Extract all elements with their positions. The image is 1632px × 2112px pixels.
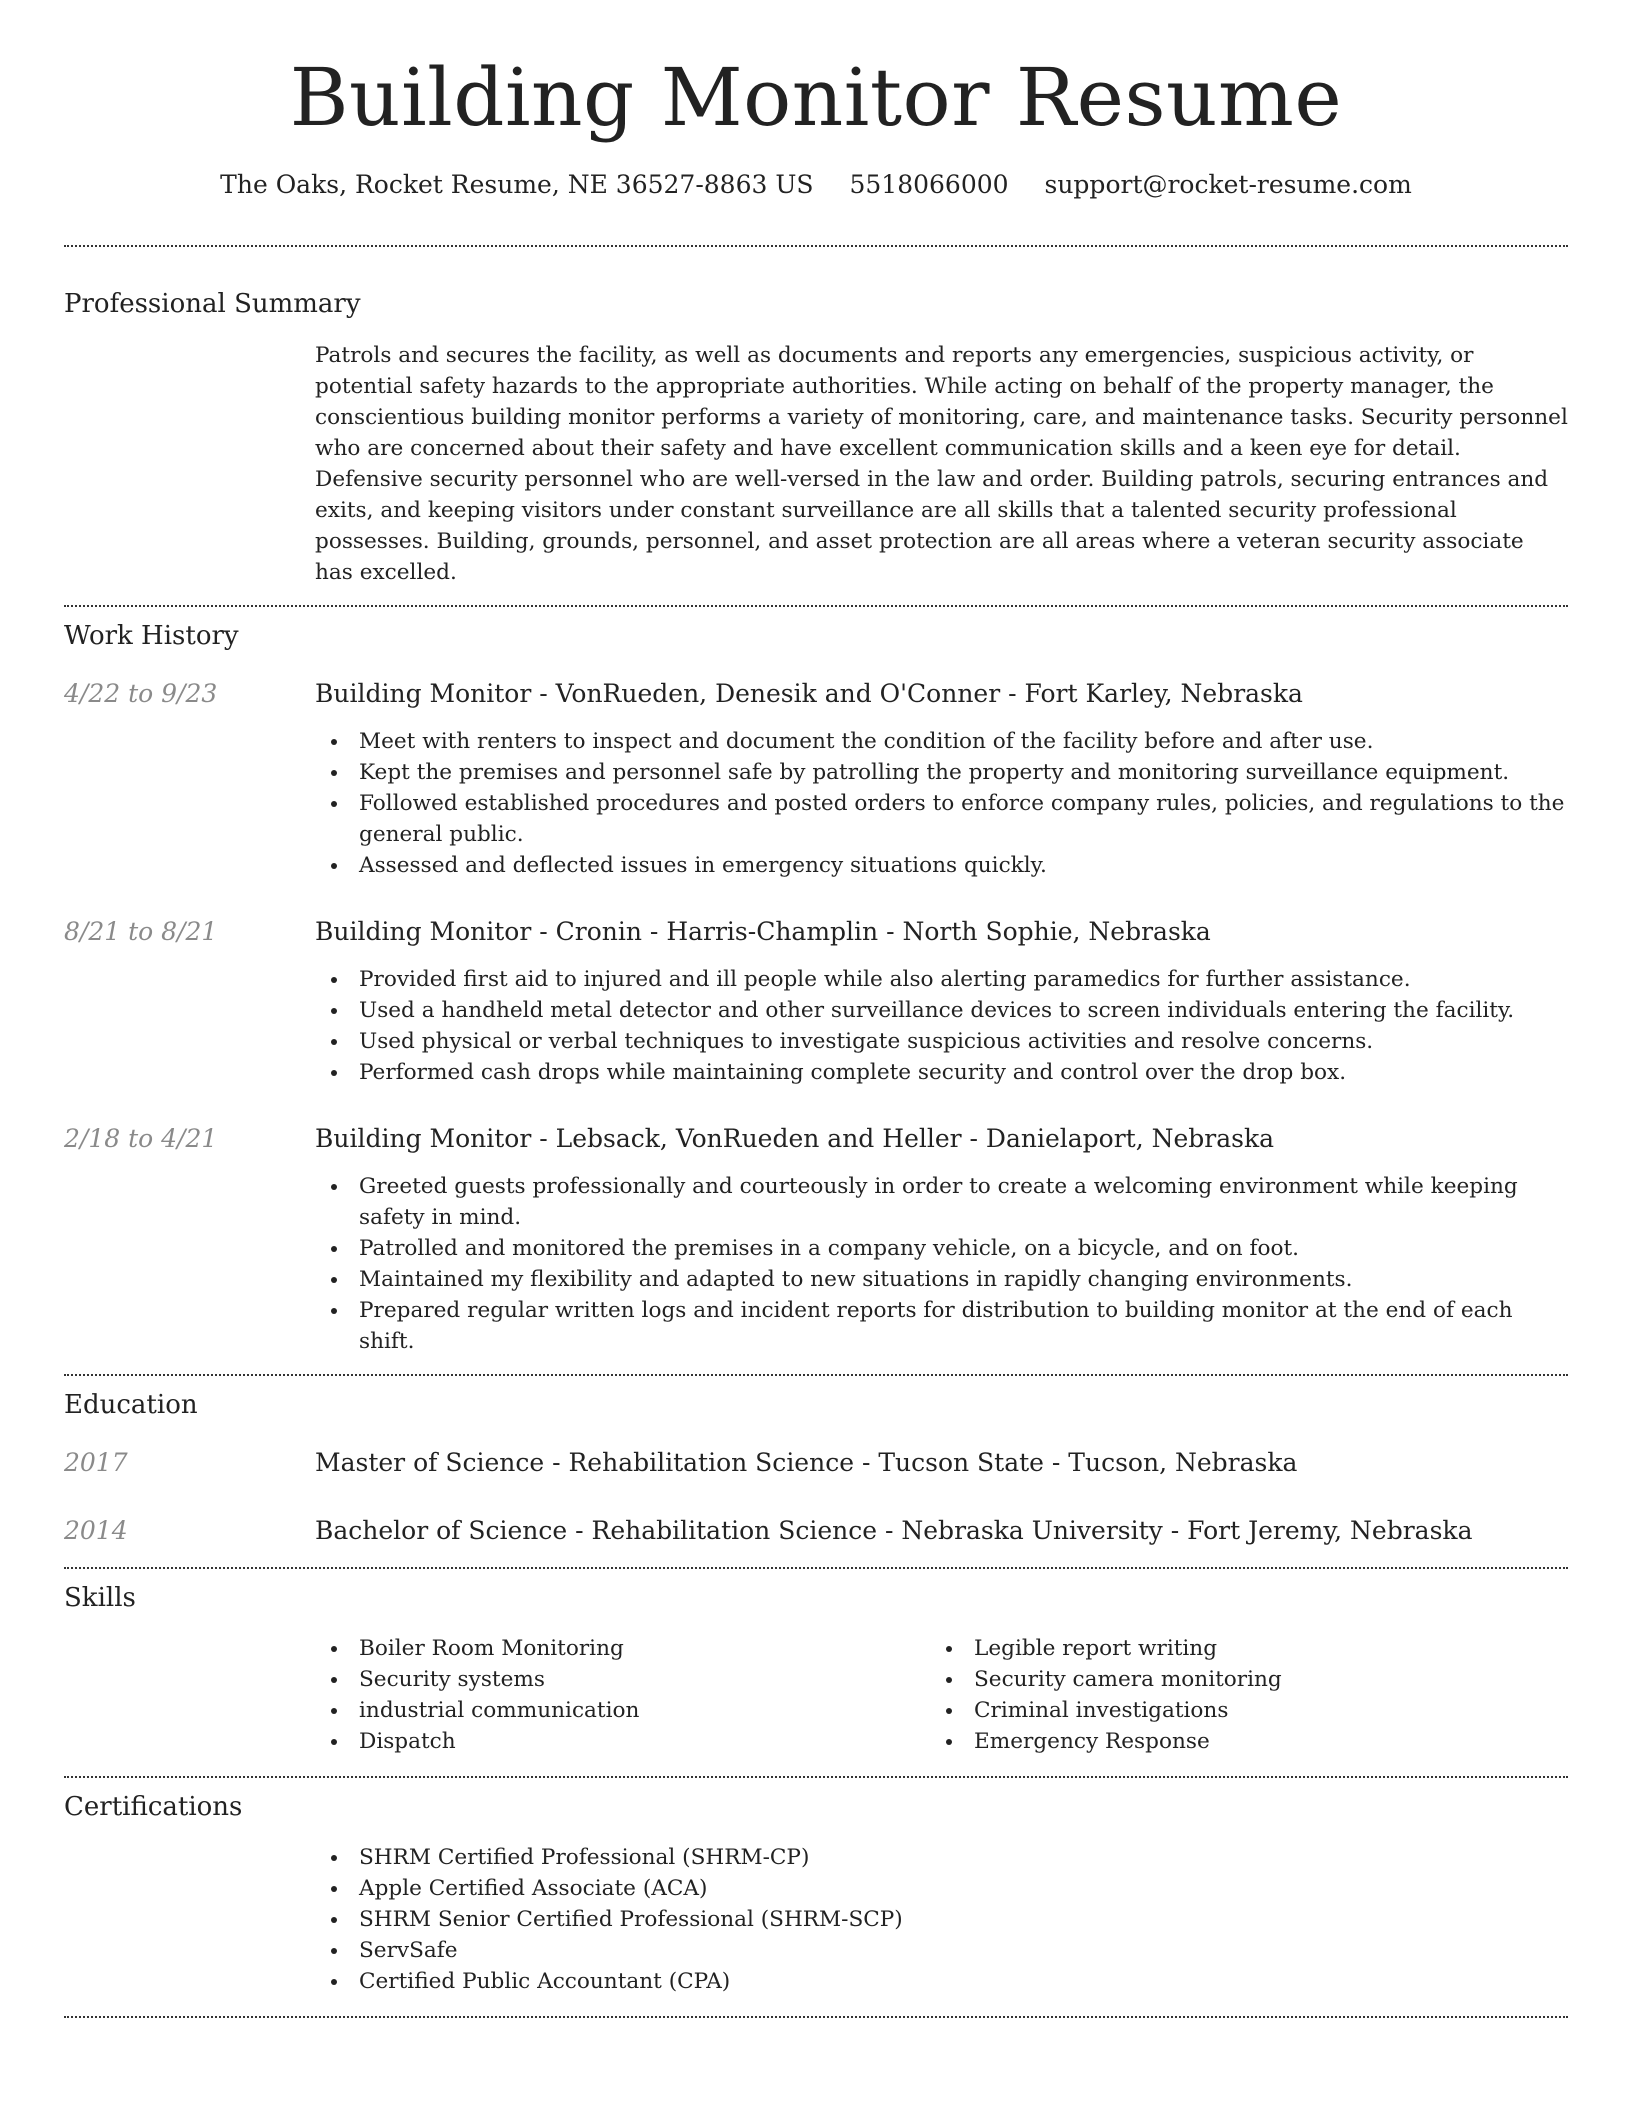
list-item: industrial communication xyxy=(315,1695,930,1726)
list-item: Used a handheld metal detector and other surveillance devices to screen individuals entering the facility. xyxy=(315,995,1568,1026)
contact-email: support@rocket-resume.com xyxy=(1044,170,1412,199)
list-item: Assessed and deflected issues in emergency situations quickly. xyxy=(315,850,1568,881)
divider xyxy=(64,1374,1568,1376)
summary-heading: Professional Summary xyxy=(64,289,361,319)
certifications-list xyxy=(315,1842,1568,1997)
education-year: 2014 xyxy=(64,1516,128,1545)
list-item: Legible report writing xyxy=(930,1633,1545,1664)
divider xyxy=(64,1776,1568,1778)
resume-title: Building Monitor Resume xyxy=(289,51,1343,144)
job-entry xyxy=(64,919,1568,944)
list-item: Emergency Response xyxy=(930,1726,1545,1757)
list-item: Greeted guests professionally and courteously in order to create a welcoming environment while keeping safety in mind. xyxy=(315,1171,1568,1233)
job-title: Building Monitor - VonRueden, Denesik and O'Conner - Fort Karley, Nebraska xyxy=(315,679,1303,708)
contact-address: The Oaks, Rocket Resume, NE 36527-8863 US xyxy=(220,170,814,199)
education-entry xyxy=(64,1450,1568,1475)
list-item: Apple Certified Associate (ACA) xyxy=(315,1873,1568,1904)
job-dates: 8/21 to 8/21 xyxy=(64,917,218,946)
list-item: Followed established procedures and posted orders to enforce company rules, policies, and regulations to the general public. xyxy=(315,788,1568,850)
skills-list-right xyxy=(930,1633,1545,1757)
list-item: Security systems xyxy=(315,1664,930,1695)
list-item: Used physical or verbal techniques to investigate suspicious activities and resolve concerns. xyxy=(315,1026,1568,1057)
certifications-heading: Certifications xyxy=(64,1792,243,1822)
job-dates: 2/18 to 4/21 xyxy=(64,1124,218,1153)
list-item: Performed cash drops while maintaining complete security and control over the drop box. xyxy=(315,1057,1568,1088)
list-item: Provided first aid to injured and ill people while also alerting paramedics for further assistance. xyxy=(315,964,1568,995)
work-history-heading: Work History xyxy=(64,621,239,651)
list-item: SHRM Senior Certified Professional (SHRM-SCP) xyxy=(315,1904,1568,1935)
education-degree: Master of Science - Rehabilitation Science - Tucson State - Tucson, Nebraska xyxy=(315,1448,1298,1477)
job-title: Building Monitor - Lebsack, VonRueden and Heller - Danielaport, Nebraska xyxy=(315,1124,1275,1153)
list-item: Dispatch xyxy=(315,1726,930,1757)
list-item: SHRM Certified Professional (SHRM-CP) xyxy=(315,1842,1568,1873)
divider xyxy=(64,245,1568,247)
job-bullets xyxy=(315,964,1568,1088)
contact-line xyxy=(64,172,1568,197)
education-entry xyxy=(64,1518,1568,1543)
list-item: ServSafe xyxy=(315,1935,1568,1966)
education-heading: Education xyxy=(64,1390,198,1420)
list-item: Security camera monitoring xyxy=(930,1664,1545,1695)
divider xyxy=(64,605,1568,607)
list-item: Kept the premises and personnel safe by patrolling the property and monitoring surveillance equipment. xyxy=(315,757,1568,788)
divider xyxy=(64,1567,1568,1569)
skills-list-left xyxy=(315,1633,930,1757)
job-bullets xyxy=(315,1171,1568,1357)
list-item: Certified Public Accountant (CPA) xyxy=(315,1966,1568,1997)
divider xyxy=(64,2016,1568,2018)
list-item: Criminal investigations xyxy=(930,1695,1545,1726)
skills-grid xyxy=(315,1633,1568,1757)
list-item: Prepared regular written logs and incident reports for distribution to building monitor at the end of each shift. xyxy=(315,1295,1568,1357)
contact-phone: 5518066000 xyxy=(849,170,1009,199)
education-degree: Bachelor of Science - Rehabilitation Science - Nebraska University - Fort Jeremy, Nebraska xyxy=(315,1516,1473,1545)
resume-page xyxy=(64,0,1568,2018)
job-entry xyxy=(64,1126,1568,1151)
list-item: Patrolled and monitored the premises in a company vehicle, on a bicycle, and on foot. xyxy=(315,1233,1568,1264)
summary-text: Patrols and secures the facility, as well as documents and reports any emergencies, suspicious activity, or potential safety hazards to the appropriate authorities. While acting on behalf of the property manager, the conscientious building monitor performs a variety of monitoring, care, and maintenance tasks. Security personnel who are concerned about their safety and have excellent communication skills and a keen eye for detail. Defensive security personnel who are well-versed in the law and order. Building patrols, securing entrances and exits, and keeping visitors under constant surveillance are all skills that a talented security professional possesses. Building, grounds, personnel, and asset protection are all areas where a veteran security associate has excelled. xyxy=(315,343,1568,585)
job-dates: 4/22 to 9/23 xyxy=(64,679,218,708)
job-bullets xyxy=(315,726,1568,881)
list-item: Maintained my flexibility and adapted to new situations in rapidly changing environments. xyxy=(315,1264,1568,1295)
job-entry xyxy=(64,681,1568,706)
list-item: Meet with renters to inspect and document the condition of the facility before and after use. xyxy=(315,726,1568,757)
job-title: Building Monitor - Cronin - Harris-Champlin - North Sophie, Nebraska xyxy=(315,917,1211,946)
education-year: 2017 xyxy=(64,1448,128,1477)
list-item: Boiler Room Monitoring xyxy=(315,1633,930,1664)
skills-heading: Skills xyxy=(64,1583,136,1613)
